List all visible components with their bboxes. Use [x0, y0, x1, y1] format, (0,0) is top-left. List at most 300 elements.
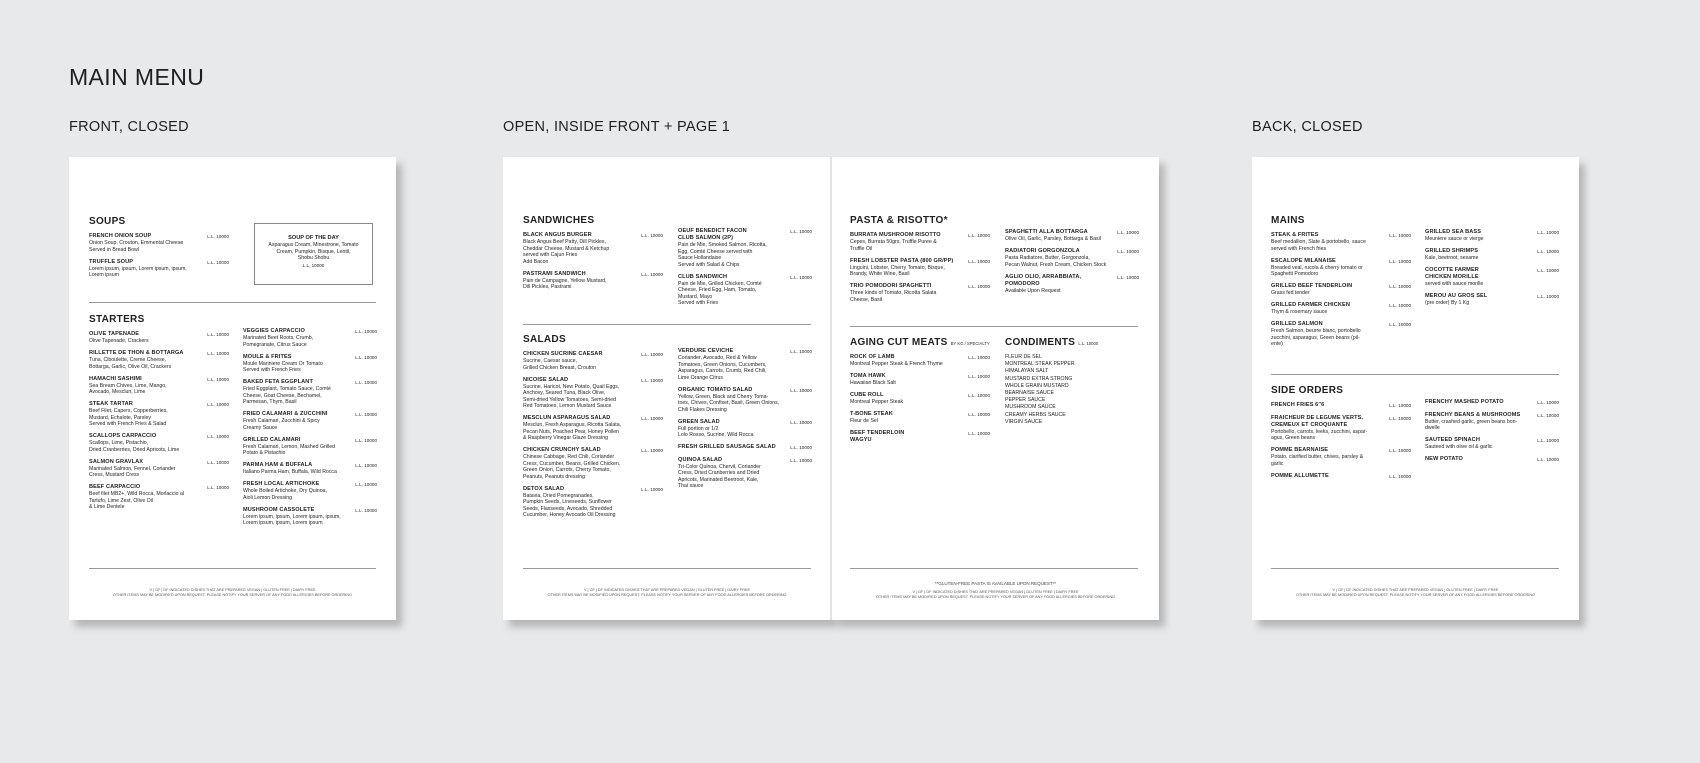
section-heading: SIDE ORDERS — [1271, 385, 1344, 396]
menu-item-price: L.L. 10000 — [207, 376, 229, 382]
footer-line-2: OTHER ITEMS MAY BE MODIFIED UPON REQUEST. PLEASE NOTIFY YOUR SERVER OF ANY FOOD ALLERGIES BEFORE ORDERING — [547, 593, 787, 597]
menu-item-desc: Montreal Pepper Steak — [850, 399, 904, 405]
menu-item-desc: Pain de Mie, Smoked Salmon, Ricotta, Egg, Comté Cheese served with Sauce Hollandaise Served with Salad & Chips — [678, 242, 767, 268]
menu-item-desc: Sucrine, Haricot, New Potato, Quail Eggs, Anchovy, Seared Tuna, Black Olive, Semi-dried Yellow Tomatoes, Semi-dried Red Tomatoes, Lemon Mustard Sauce — [523, 383, 620, 409]
menu-item-price: L.L. 10000 — [207, 259, 229, 265]
menu-item — [1005, 229, 1139, 243]
menu-item — [89, 484, 229, 511]
menu-item — [1271, 232, 1411, 252]
menu-item-desc: Cepes, Burrata 50grs, Truffle Puree & Truffle Oil — [850, 239, 937, 252]
menu-item-name: TRIO POMODORI SPAGHETTI — [850, 283, 932, 289]
menu-item-price: L.L. 10000 — [1389, 473, 1411, 479]
back-label: BACK, CLOSED — [1252, 119, 1363, 135]
condiment-item: WHOLE GRAIN MUSTARD — [1005, 382, 1069, 389]
soup-of-the-day-box — [254, 223, 373, 285]
menu-item-desc: Breaded veal, rucola & cherry tomato or Spaghetti Pomodoro — [1271, 264, 1363, 277]
footer-line-1: V | GF | DF INDICATED DISHES THAT ARE PREPARED VEGAN | GLUTEN FREE | DAIRY FREE — [912, 590, 1079, 594]
menu-item-desc: Fresh Calamari, Lemon, Mashed Grilled Potato & Pistachio — [243, 443, 335, 456]
menu-item-price: L.L. 10000 — [355, 329, 377, 334]
menu-item — [523, 351, 663, 371]
menu-item — [850, 283, 990, 303]
menu-item-price: L.L. 10000 — [968, 233, 990, 238]
menu-item-name: SCALLOPS CARPACCIO — [89, 433, 157, 439]
menu-item-price: L.L. 10000 — [790, 229, 812, 234]
menu-item — [243, 411, 377, 431]
front-label: FRONT, CLOSED — [69, 119, 189, 135]
menu-item-price: L.L. 10000 — [207, 332, 229, 337]
menu-item-desc: Black Angus Beef Patty, Dill Pickles, Cheddar Cheese, Mustard & Ketchup served with Cajun Fries Add Bacon — [523, 239, 610, 265]
menu-item-price: L.L. 10000 — [641, 233, 663, 238]
menu-item-desc: Three kinds of Tomato, Ricotta Salata Cheese, Basil — [850, 290, 937, 303]
menu-item-name: FRENCH ONION SOUP — [89, 233, 152, 239]
menu-item-price: L.L. 10000 — [355, 437, 377, 443]
menu-item-name: TRUFFLE SOUP — [89, 258, 134, 265]
menu-item-price: L.L. 10000 — [355, 380, 377, 385]
back-sheet — [1252, 157, 1579, 620]
menu-item-name: DETOX SALAD — [523, 485, 565, 492]
menu-item-desc: Hawaiian Black Salt — [850, 380, 896, 386]
soup-of-day-desc: Asparagus Cream, Minestrone, Tomato Cream, Pumpkin, Bisque, Lentil, Shobu Shobu — [268, 242, 359, 261]
pasta-section — [850, 215, 990, 309]
footer-note — [842, 590, 1149, 600]
menu-item-price: L.L. 10000 — [641, 416, 663, 421]
condiments-price: L.L. 10000 — [1078, 341, 1099, 346]
menu-item-price: L.L. 10000 — [1537, 400, 1559, 405]
menu-item-price: L.L. 10000 — [1389, 303, 1411, 308]
condiments-list — [1005, 354, 1139, 426]
footer-note — [513, 588, 821, 598]
menu-item-desc: Olive Oil, Garlic, Parsley, Bottarga & Basil — [1005, 236, 1101, 242]
menu-item — [243, 437, 377, 457]
menu-item — [1005, 248, 1139, 268]
menu-item-name: POMME BEARNAISE — [1271, 447, 1329, 453]
menu-item-desc: Marinated Beet Roots, Crumb, Pomegranate, Citrus Sauce — [243, 335, 314, 348]
menu-item — [243, 507, 377, 527]
menu-item-desc: Butter, crashed garlic, green beans bon- dwelle — [1425, 418, 1518, 431]
menu-item-desc: Beef medallion, Slate & portobello, sauce served with French fries — [1271, 239, 1366, 252]
menu-item-name: GRILLED CALAMARI — [243, 436, 301, 443]
menu-item-price: L.L. 10000 — [968, 374, 990, 379]
sandwiches-section — [523, 215, 663, 296]
menu-item-desc: Pain de Campagne, Yellow Mustard, Dill Pickles, Pastrami — [523, 277, 607, 290]
menu-item — [523, 486, 663, 519]
menu-item-name: GRILLED FARMER CHICKEN — [1271, 302, 1350, 308]
menu-item-name: BAKED FETA EGGPLANT — [243, 379, 313, 385]
menu-item-name: SALMON GRAVLAX — [89, 458, 144, 465]
menu-item-desc: Sucrine, Caesar sauce, Grilled Chicken Breast, Crouton — [523, 358, 596, 371]
menu-item-name: CHICKEN SUCRINE CAESAR — [523, 351, 603, 357]
menu-item-name: QUINOA SALAD — [678, 456, 723, 463]
menu-item-desc: Olive Tapenade, Crackers — [89, 338, 149, 344]
section-heading: MAINS — [1271, 215, 1305, 226]
soup-of-day-price: L.L. 10000 — [302, 262, 325, 268]
menu-item-name: FRENCHY MASHED POTATO — [1425, 399, 1504, 405]
menu-item-desc: Chinese Cabbage, Red Chili, Coriander Cress, Cucumber, Beans, Grilled Chicken, Green Onion, Carrots, Cherry Tomato, Peanuts, Peanuts dressing — [523, 454, 621, 480]
menu-item — [678, 419, 812, 439]
menu-item-name: POMME ALLUMETTE — [1271, 472, 1329, 479]
menu-item-price: L.L. 10000 — [1389, 233, 1411, 238]
menu-item-name: ORGANIC TOMATO SALAD — [678, 386, 753, 393]
menu-item-price: L.L. 10000 — [207, 234, 229, 239]
menu-item-name: GRILLED SHRIMPS — [1425, 248, 1479, 254]
menu-item — [1271, 473, 1411, 480]
menu-item — [850, 232, 990, 252]
menu-item-name: SAUTEED SPINACH — [1425, 437, 1480, 443]
menu-item-name: FRESH LOBSTER PASTA (800 GR/PP) — [850, 257, 954, 264]
menu-item-desc: Batavia, Dried Pomegranades, Pumpkin Seeds, Lineseeds, Sunflower Seeds, Flaxseeds, Avocado, Shredded Cucumber, Honey Avocado Oil Dressing — [523, 492, 616, 518]
menu-item-price: L.L. 10000 — [790, 274, 812, 280]
menu-item-desc: Pasta Radiatore, Butter, Gorgonzola, Pecan Walnut, Fresh Cream, Chicken Stock — [1005, 255, 1107, 268]
menu-item-price: L.L. 10000 — [355, 354, 377, 360]
menu-item-name: BEEF CARPACCIO — [89, 484, 141, 490]
menu-item-price: L.L. 10000 — [1389, 258, 1411, 264]
menu-item — [850, 392, 990, 406]
menu-item — [243, 328, 377, 348]
menu-item — [850, 354, 990, 368]
menu-item-name: CHICKEN CRUNCHY SALAD — [523, 447, 601, 453]
section-heading: PASTA & RISOTTO* — [850, 215, 948, 226]
menu-item-name: MEROU AU GROS SEL — [1425, 293, 1488, 299]
condiment-item: BEARNAISE SAUCE — [1005, 390, 1055, 397]
menu-item-name: RADIATORI GORGONZOLA — [1005, 248, 1080, 254]
starters-section — [89, 314, 229, 516]
divider — [1271, 568, 1559, 569]
menu-item — [678, 444, 812, 451]
menu-item-desc: Available Upon Request — [1005, 287, 1061, 294]
footer-line-1: V | GF | DF INDICATED DISHES THAT ARE PREPARED VEGAN | GLUTEN FREE | DAIRY FREE — [149, 588, 316, 592]
menu-item-price: L.L. 10000 — [968, 284, 990, 289]
menu-item-name: VERDURE CEVICHE — [678, 348, 734, 354]
menu-item-desc: Thym & rosemary sauce — [1271, 309, 1328, 315]
menu-item-price: L.L. 10000 — [355, 482, 377, 487]
menu-item-name: MESCLUN ASPARAGUS SALAD — [523, 415, 611, 421]
menu-item — [850, 411, 990, 425]
menu-item-name: BLACK ANGUS BURGER — [523, 232, 592, 238]
menu-item-desc: Fresh Salmon, beurre blanc, portobello zucchini, asparagus, Green beans (pil- ente) — [1271, 328, 1361, 347]
footer-line-2: OTHER ITEMS MAY BE MODIFIED UPON REQUEST. PLEASE NOTIFY YOUR SERVER OF ANY FOOD ALLERGIES BEFORE ORDERING — [1295, 593, 1536, 597]
menu-item-price: L.L. 10000 — [207, 459, 229, 465]
menu-item-desc: Marinated Salmon, Fennel, Coriander Cress, Mustard Cress — [89, 465, 176, 478]
menu-item-price: L.L. 10000 — [790, 419, 812, 425]
menu-item-name: PARMA HAM & BUFFALA — [243, 462, 313, 468]
salads-right-column — [678, 348, 812, 495]
menu-item — [850, 373, 990, 387]
menu-item-desc: Sea Bream Chives, Lime, Mango, Avocado, Mesclun, Lime — [89, 382, 167, 395]
menu-item — [523, 232, 663, 265]
menu-item — [1271, 402, 1411, 409]
menu-item — [1425, 399, 1559, 406]
menu-item-price: L.L. 10000 — [1537, 230, 1559, 235]
menu-item — [89, 433, 229, 453]
menu-item-price: L.L. 10000 — [1117, 230, 1139, 235]
menu-item-desc: Pain de Mie, Grilled Chicken, Comté Cheese, Fried Egg, Ham, Tomato, Mustard, Mayo Served with Fries — [678, 280, 762, 306]
section-heading: SALADS — [523, 334, 566, 345]
menu-item-name: NEW POTATO — [1425, 456, 1463, 462]
menu-item-desc: Coriander, Avocado, Red & Yellow Tomatoes, Green Onions, Cucumbers, Asparagus, Carrots, Crumb, Red Chili, Lime Orange Citrus — [678, 355, 767, 381]
menu-item — [678, 387, 812, 414]
menu-item — [89, 459, 229, 479]
menu-item-name: ROCK OF LAMB — [850, 354, 895, 360]
menu-item-name: STEAK TARTAR — [89, 401, 133, 407]
menu-item-name: ESCALOPE MILANAISE — [1271, 257, 1336, 264]
menu-item — [1425, 412, 1559, 432]
menu-item — [523, 447, 663, 480]
divider — [89, 568, 376, 569]
menu-item-desc: Kale, beetroot, sesame — [1425, 255, 1479, 261]
menu-item-desc: Moule Mariniere Cream Or Tomato Served with French Fries — [243, 360, 323, 373]
menu-item-price: L.L. 10000 — [207, 485, 229, 490]
menu-item — [850, 430, 990, 444]
menu-item-name: VEGGIES CARPACCIO — [243, 328, 305, 334]
menu-item-desc: Full portion or 1/2 Lolo Rosso, Sucrine, Wild Rocca — [678, 425, 754, 438]
menu-item-price: L.L. 10000 — [1389, 448, 1411, 453]
divider — [850, 326, 1138, 327]
menu-item-price: L.L. 10000 — [207, 402, 229, 407]
menu-item-name: GREEN SALAD — [678, 418, 720, 425]
menu-item-name: FRIED CALAMARI & ZUCCHINI — [243, 411, 328, 417]
menu-item-name: STEAK & FRITES — [1271, 232, 1319, 238]
menu-item — [89, 331, 229, 345]
menu-item-desc: Scallops, Lime, Pistachio, Dried Cranberries, Dried Apricots, Lime — [89, 440, 180, 453]
menu-item-price: L.L. 10000 — [641, 486, 663, 492]
menu-item — [89, 376, 229, 396]
menu-item-name: OEUF BENEDICT FACON CLUB SALMON (2P) — [678, 228, 747, 241]
menu-item-price: L.L. 10000 — [790, 349, 812, 354]
menu-item-name: BEEF TENDERLOIN WAGYU — [850, 430, 905, 443]
menu-item — [89, 259, 229, 279]
menu-item-price: L.L. 10000 — [1537, 268, 1559, 273]
menu-item-name: GRILLED SEA BASS — [1425, 229, 1482, 235]
menu-item-price: L.L. 10000 — [641, 352, 663, 357]
menu-item-price: L.L. 10000 — [1389, 415, 1411, 421]
menu-item-price: L.L. 10000 — [355, 507, 377, 513]
menu-item-desc: Beef filet MB2+, Wild Rocca, Morlaccio al Tartufo, Lime Zest, Olive Oil & Lime Dentele — [89, 491, 184, 510]
divider — [1271, 374, 1559, 375]
menu-item-name: OLIVE TAPENADE — [89, 331, 140, 337]
footer-line-2: OTHER ITEMS MAY BE MODIFIED UPON REQUEST. PLEASE NOTIFY YOUR SERVER OF ANY FOOD ALLERGIES BEFORE ORDERING — [112, 593, 353, 597]
footer-line-2: OTHER ITEMS MAY BE MODIFIED UPON REQUEST. PLEASE NOTIFY YOUR SERVER OF ANY FOOD ALLERGIES BEFORE ORDERING — [875, 595, 1116, 599]
menu-item-desc: Portobello, carrots, leeks, zucchini, aspar- agus, Green beans — [1271, 428, 1368, 441]
menu-item-price: L.L. 10000 — [355, 463, 377, 468]
inside-left-page — [503, 157, 831, 620]
menu-item-name: MOULE & FRITES — [243, 353, 292, 360]
section-heading: STARTERS — [89, 314, 145, 325]
menu-item-desc: Fleur de Sel — [850, 418, 878, 424]
menu-item-name: MUSHROOM CASSOLETE — [243, 506, 315, 513]
menu-item-desc: Onion Soup, Crouton, Emmental Cheese Served in Bread Bowl — [89, 240, 184, 253]
menu-item — [1271, 258, 1411, 278]
menu-item — [1271, 447, 1411, 467]
soups-section — [89, 216, 229, 284]
menu-item-price: L.L. 10000 — [1117, 249, 1139, 254]
menu-item-desc: Italiano Parma Ham, Buffala, Wild Rocca — [243, 469, 337, 475]
mains-section — [1271, 215, 1411, 353]
menu-item-name: FRAICHEUR DE LEGUME VERTS, CREMEUX ET CROQUANTE — [1271, 414, 1364, 428]
divider — [89, 302, 376, 303]
footer-line-1: V | GF | DF INDICATED DISHES THAT ARE PREPARED VEGAN | GLUTEN FREE | DAIRY FREE — [1332, 588, 1499, 592]
menu-item — [678, 457, 812, 490]
footer-note — [1262, 588, 1569, 598]
menu-item-name: FRENCH FRIES 6"6 — [1271, 402, 1325, 408]
menu-item — [243, 462, 377, 476]
menu-item-price: L.L. 10000 — [968, 431, 990, 436]
front-sheet — [69, 157, 396, 620]
divider — [523, 568, 811, 569]
condiment-item: FLEUR DE SEL — [1005, 354, 1042, 360]
menu-item — [678, 274, 812, 307]
menu-item-desc: (pre order) By 1 Kg — [1425, 300, 1470, 306]
menu-item-name: FRESH GRILLED SAUSAGE SALAD — [678, 444, 776, 450]
open-label: OPEN, INSIDE FRONT + PAGE 1 — [503, 119, 731, 135]
menu-item-name: CUBE ROLL — [850, 392, 884, 398]
menu-item-desc: Tri-Color Quinoa, Chervil, Coriander Cress, Dried Cranberries and Dried Apricots, Marinated Beetroot, Kale, Thai sauce — [678, 463, 761, 489]
menu-item-price: L.L. 10000 — [1537, 438, 1559, 443]
menu-item — [678, 348, 812, 381]
menu-item — [243, 379, 377, 406]
salads-section — [523, 334, 663, 524]
condiment-item: PEPPER SAUCE — [1005, 397, 1046, 404]
menu-item-name: GRILLED BEEF TENDERLOIN — [1271, 283, 1353, 289]
menu-item — [1271, 415, 1411, 442]
menu-item-name: HAMACHI SASHIMI — [89, 375, 142, 382]
menu-item-desc: Yellow, Green, Black and Cherry Toma- toes, Chives, Confiset, Basil, Green Onions, Chili Flakes Dressing — [678, 393, 780, 413]
menu-item-desc: Fresh Calamari, Zucchini & Spicy Creamy Sauce — [243, 418, 320, 431]
menu-item-price: L.L. 10000 — [1389, 322, 1411, 327]
menu-item-desc: Whole Boiled Artichoke, Dry Quinoa, Aioli Lemon Dressing — [243, 488, 327, 501]
side-orders-right-column — [1425, 399, 1559, 469]
menu-item-desc: Potato, clarified butter, chives, parsley & garlic — [1271, 454, 1364, 467]
menu-item-name: FRENCHY BEANS & MUSHROOMS — [1425, 411, 1521, 418]
condiment-item: MONTREAL STEAK PEPPER — [1005, 361, 1075, 368]
menu-item-name: AGLIO OLIO, ARRABBIATA, POMODORO — [1005, 273, 1082, 287]
starters-right-column — [243, 328, 377, 532]
menu-item-name: COCOTTE FARMER CHICKEN MORILLE — [1425, 267, 1479, 280]
menu-item-desc: Grass fed tender — [1271, 290, 1310, 296]
menu-item-price: L.L. 10000 — [1537, 457, 1559, 462]
condiment-item: MUSTARD EXTRA STRONG — [1005, 375, 1073, 382]
menu-item-price: L.L. 10000 — [1117, 274, 1139, 280]
menu-item-price: L.L. 10000 — [207, 434, 229, 439]
menu-item-price: L.L. 10000 — [968, 412, 990, 417]
gluten-free-note: **GLUTEN-FREE PASTA IS AVAILABLE UPON REQUEST** — [934, 581, 1057, 586]
page-title: MAIN MENU — [69, 64, 205, 90]
menu-item-price: L.L. 10000 — [1389, 403, 1411, 408]
menu-item — [89, 350, 229, 370]
meats-heading-suffix: BY KG / SPECIALTY — [950, 341, 990, 346]
menu-item — [678, 228, 812, 268]
menu-item — [523, 271, 663, 291]
section-heading: SOUPS — [89, 216, 126, 227]
menu-item-name: T-BONE STEAK — [850, 411, 893, 417]
condiments-heading: CONDIMENTS — [1005, 337, 1076, 348]
menu-item — [1425, 267, 1559, 288]
pasta-right-column — [1005, 229, 1139, 300]
condiment-item: HIMALAYAN SALT — [1005, 368, 1049, 375]
menu-item-desc: Montreal Pepper Steak & French Thyme — [850, 361, 943, 367]
menu-item-price: L.L. 10000 — [641, 448, 663, 453]
menu-item-name: GRILLED SALMON — [1271, 321, 1323, 327]
condiment-item: CREAMY HERBS SAUCE — [1005, 411, 1066, 418]
menu-item-price: L.L. 10000 — [641, 377, 663, 383]
menu-item-name: SPAGHETTI ALLA BOTTARGA — [1005, 229, 1088, 235]
condiments-section — [1005, 337, 1139, 426]
meats-heading: AGING CUT MEATS — [850, 337, 948, 348]
menu-item-price: L.L. 10000 — [1537, 412, 1559, 418]
menu-item-name: NICOISE SALAD — [523, 376, 569, 383]
menu-item-price: L.L. 10000 — [968, 393, 990, 398]
menu-item-price: L.L. 10000 — [1537, 249, 1559, 254]
divider — [850, 568, 1138, 569]
menu-item-desc: Linguini, Lobster, Cherry Tomato, Bisque, Brandy, White Wine, Basil — [850, 264, 945, 277]
menu-item — [89, 233, 229, 253]
menu-item-price: L.L. 10000 — [968, 258, 990, 264]
menu-item — [1271, 283, 1411, 297]
menu-item-price: L.L. 10000 — [355, 412, 377, 417]
menu-item — [1425, 229, 1559, 243]
menu-item — [1271, 321, 1411, 348]
menu-item-price: L.L. 10000 — [790, 457, 812, 463]
menu-item-desc: Mesclun, Fresh Asparagus, Ricotta Salata, Pecan Nuts, Poached Pear, Honey Pollen & Raspberry Vinegar Glaze Dressing — [523, 422, 622, 441]
menu-item-name: RILLETTE DE THON & BOTTARGA — [89, 350, 184, 356]
footer-note — [79, 588, 386, 598]
menu-item-price: L.L. 10000 — [790, 445, 812, 450]
menu-item — [1005, 274, 1139, 295]
menu-item — [523, 377, 663, 410]
menu-item — [850, 258, 990, 278]
section-heading: SANDWICHES — [523, 215, 595, 226]
menu-item-price: L.L. 10000 — [207, 351, 229, 356]
menu-item — [1425, 456, 1559, 463]
menu-item-price: L.L. 10000 — [968, 355, 990, 360]
menu-item — [1425, 437, 1559, 451]
menu-item-name: TOMA HAWK — [850, 373, 886, 379]
sandwiches-right-column — [678, 228, 812, 312]
inside-right-page — [832, 157, 1159, 620]
menu-item — [89, 401, 229, 428]
menu-item — [523, 415, 663, 442]
condiment-item: VIRGIN SAUCE — [1005, 418, 1043, 425]
menu-item-name: FRESH LOCAL ARTICHOKE — [243, 481, 320, 487]
menu-item — [1425, 248, 1559, 262]
menu-item-price: L.L. 10000 — [790, 387, 812, 393]
menu-item-desc: Beef Filet, Capers, Copperberries, Mustard, Echalote, Parsley Served with French Fries & Salad — [89, 408, 168, 427]
menu-item-name: CLUB SANDWICH — [678, 273, 728, 280]
side-orders-section — [1271, 385, 1411, 485]
divider — [523, 324, 811, 325]
footer-line-1: V | GF | DF INDICATED DISHES THAT ARE PREPARED VEGAN | GLUTEN FREE | DAIRY FREE — [583, 588, 751, 592]
menu-item-price: L.L. 10000 — [1537, 294, 1559, 299]
menu-item-price: L.L. 10000 — [1389, 284, 1411, 289]
menu-item-price: L.L. 10000 — [641, 271, 663, 277]
section-heading — [850, 337, 990, 348]
section-heading — [1005, 337, 1139, 348]
menu-item-desc: Lorem ipsum, ipsum, Lorem ipsum, ipsum, Lorem ipsum, ipsum, Lorem ipsum — [243, 513, 341, 526]
menu-item-desc: Meuniere sauce or vierge — [1425, 236, 1484, 242]
menu-item — [243, 354, 377, 374]
menu-item-desc: Fried Eggplant, Tomato Sauce, Comté Cheese, Goat Cheese, Bechamel, Parmesan, Thym, Basil — [243, 386, 331, 405]
menu-item-name: BURRATA MUSHROOM RISOTTO — [850, 232, 941, 238]
menu-item-desc: served with sauce morille — [1425, 281, 1484, 287]
menu-item-name: PASTRAMI SANDWICH — [523, 270, 586, 277]
menu-item-desc: Tuna, Ciboulette, Creme Cheese, Bottarga, Garlic, Olive Oil, Crackers — [89, 357, 172, 370]
menu-item-desc: Sauteed with olive oil & garlic — [1425, 444, 1493, 450]
condiment-item: MUSHROOM SAUCE — [1005, 404, 1056, 411]
soup-of-day-title: SOUP OF THE DAY — [288, 235, 339, 241]
menu-item-desc: Lorem ipsum, ipsum, Lorem ipsum, ipsum, Lorem ipsum — [89, 265, 187, 278]
meats-section — [850, 337, 990, 450]
menu-item — [1425, 293, 1559, 307]
menu-item — [243, 481, 377, 501]
